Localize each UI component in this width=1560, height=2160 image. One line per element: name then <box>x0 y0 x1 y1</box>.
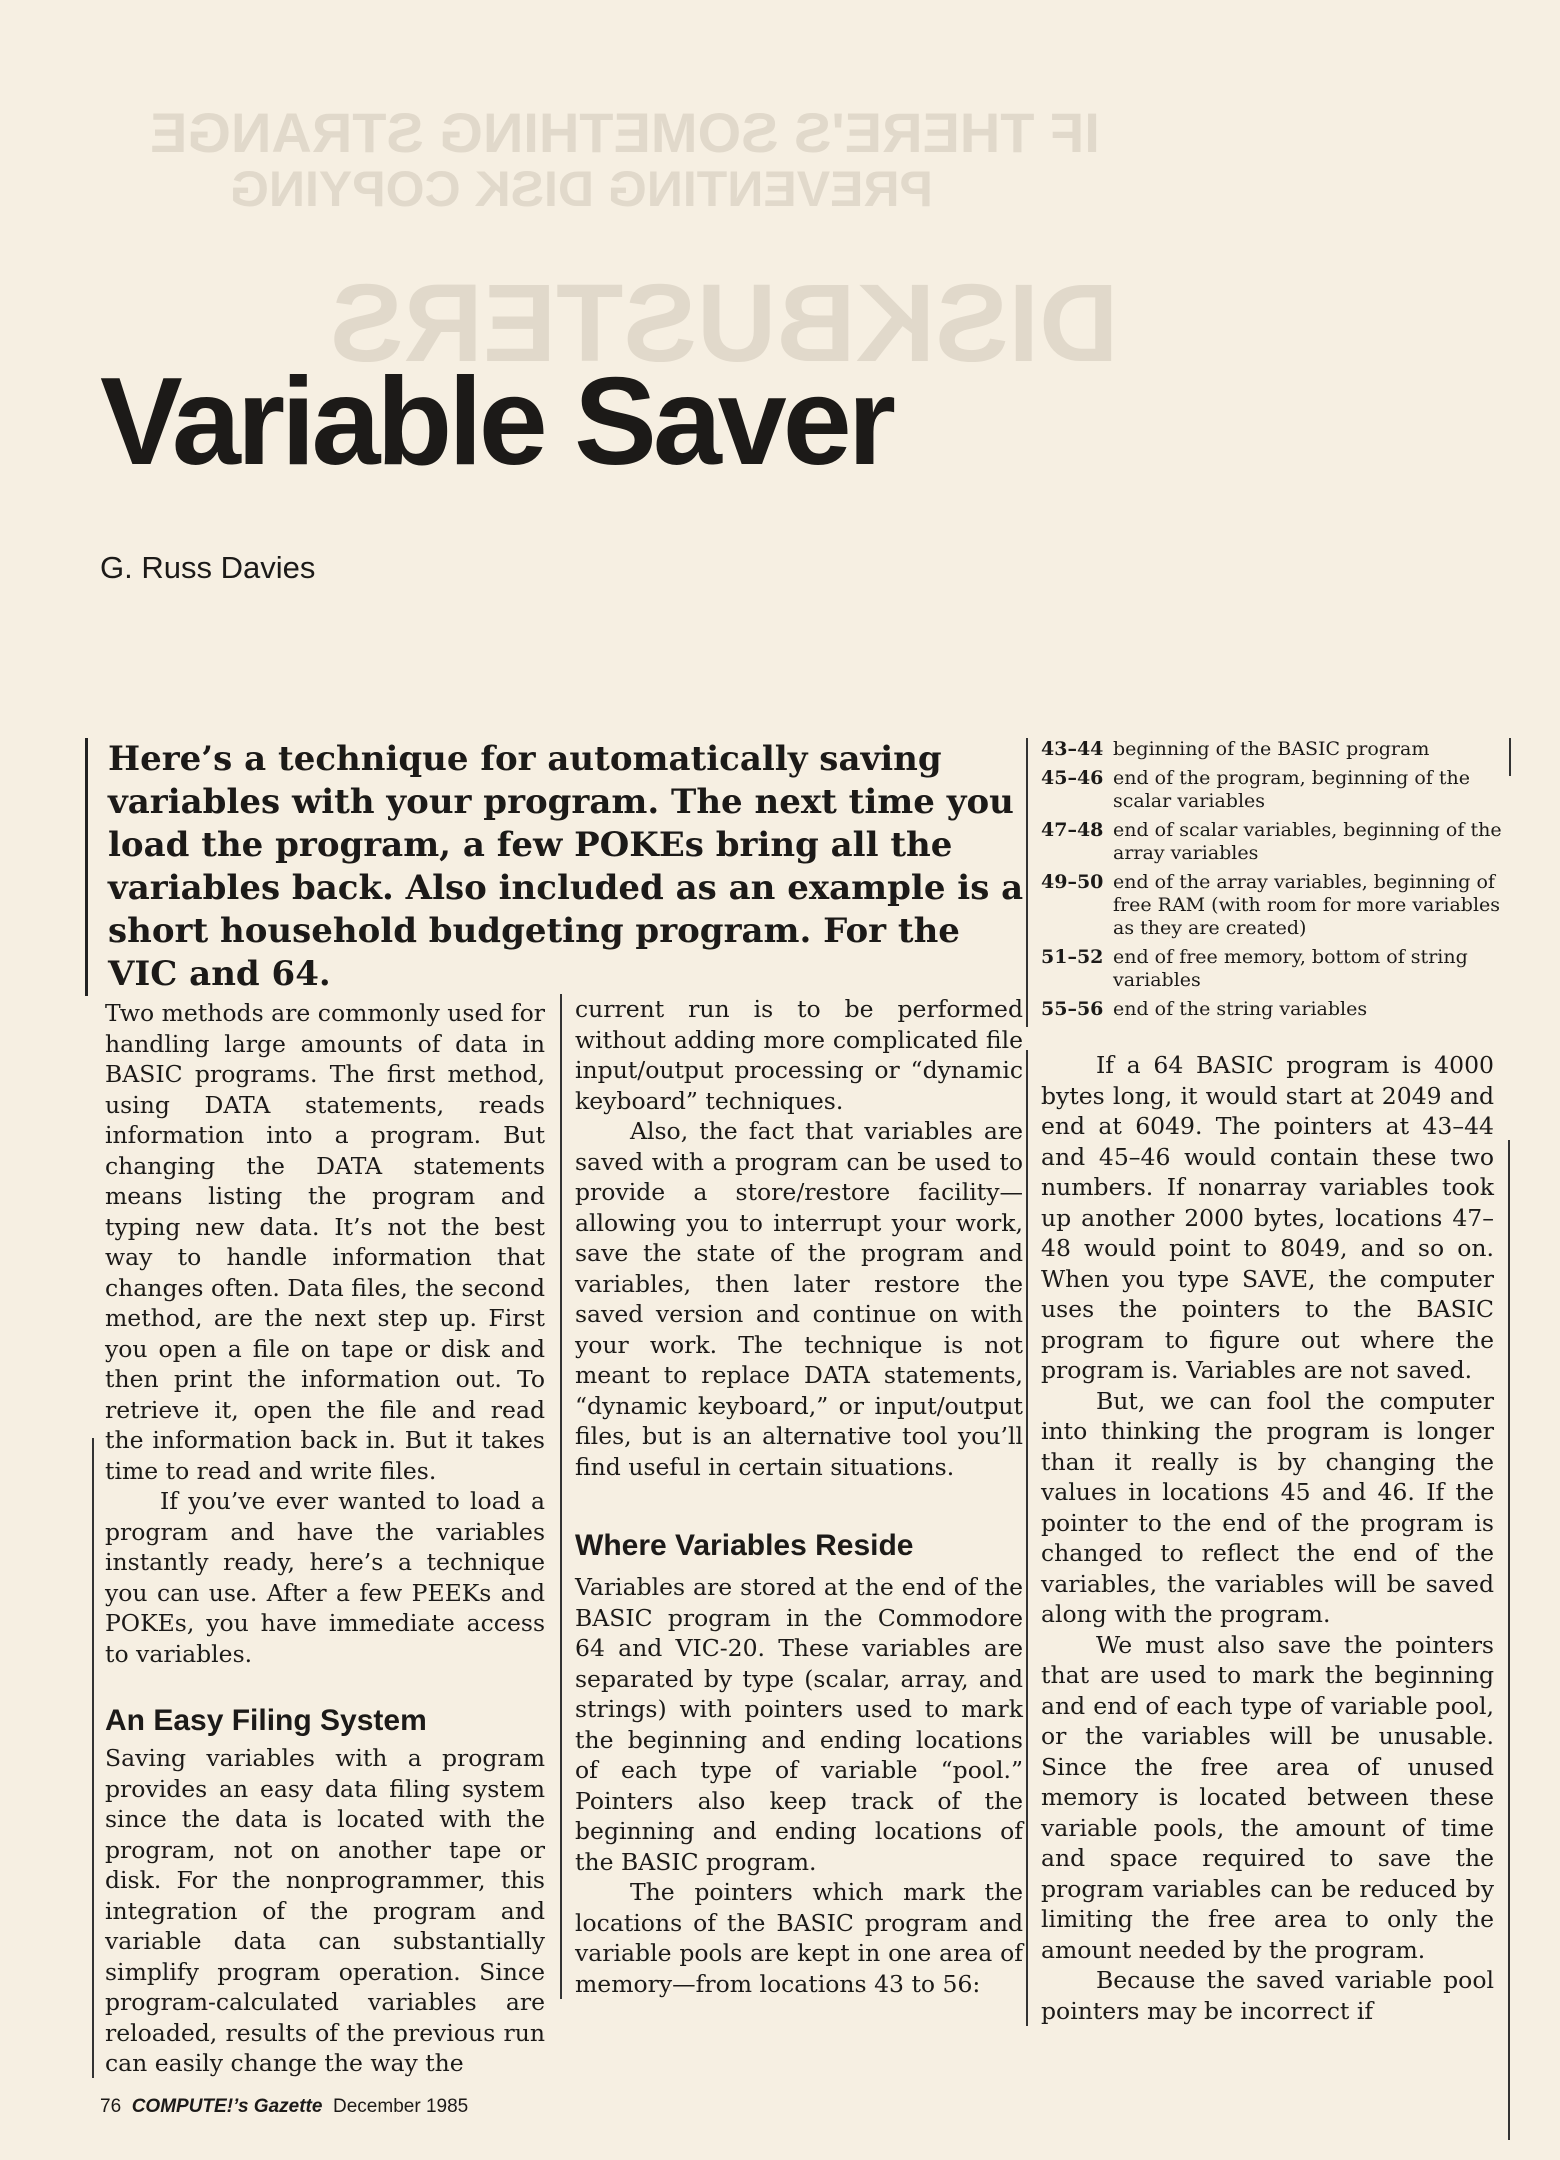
paragraph: Two methods are commonly used for handling large amounts of data in BASIC programs. The first method, using DATA statements, reads information into a program. But changing the DATA statements means listing the program and typing new data. It’s not the best way to handle information that changes often. Data files, the second method, are the next step up. First you open a file on tape or disk and then print the information out. To retrieve it, open the file and read the information back in. But it takes time to read and write files. <box>105 999 545 1485</box>
article-title: Variable Saver <box>100 353 892 491</box>
table-row <box>1041 767 1511 813</box>
paragraph: Variables are stored at the end of the BASIC program in the Commodore 64 and VIC-20. These variables are separated by type (scalar, array, and strings) with pointers used to mark the beginning and ending locations of each type of variable “pool.” Pointers also keep track of the beginning and ending locations of the BASIC program. <box>575 1573 1023 1876</box>
table-row <box>1041 738 1511 761</box>
bleed-through-text: PREVENTING DISK COPYING <box>230 161 933 217</box>
paragraph: If you’ve ever wanted to load a program and have the variables instantly ready, here’s a technique you can use. After a few PEEKs and POKEs, you have immediate access to variables. <box>105 1487 545 1668</box>
paragraph: Also, the fact that variables are saved with a program can be used to provide a store/restore facility—allowing you to interrupt your work, save the state of the program and variables, then later restore the saved version and continue on with your work. The technique is not meant to replace DATA statements, “dynamic keyboard,” or input/output files, but is an alternative tool you’ll find useful in certain situations. <box>575 1117 1023 1481</box>
table-description: end of the program, beginning of the scalar variables <box>1113 767 1470 812</box>
table-address: 47–48 <box>1041 819 1104 841</box>
issue-date: December 1985 <box>333 2096 469 2117</box>
paragraph: But, we can fool the computer into thinking the program is longer than it really is by changing the values in locations 45 and 46. If the pointer to the end of the program is changed to reflect the end of the variables, the variables will be saved along with the program. <box>1041 1386 1494 1628</box>
table-row <box>1041 871 1511 940</box>
table-address: 55–56 <box>1041 998 1104 1020</box>
publication-name: COMPUTE!’s Gazette <box>131 2096 323 2117</box>
table-address: 49–50 <box>1041 871 1104 893</box>
column-1 <box>105 998 545 2079</box>
paragraph: If a 64 BASIC program is 4000 bytes long, it would start at 2049 and end at 6049. The pointers at 43–44 and 45–46 would contain these two numbers. If nonarray variables took up another 2000 bytes, locations 47–48 would point to 8049, and so on. When you type SAVE, the computer uses the pointers to the BASIC program to figure out where the program is. Variables are not saved. <box>1041 1051 1494 1384</box>
paragraph: We must also save the pointers that are used to mark the beginning and end of each type of variable pool, or the variables will be unusable. Since the free area of unused memory is located between these variable pools, the amount of time and space required to save the program variables can be reduced by limiting the free area to only the amount needed by the program. <box>1041 1630 1494 1964</box>
pointer-table <box>1026 738 1511 1027</box>
table-description: end of the string variables <box>1113 998 1368 1020</box>
author-byline: G. Russ Davies <box>100 550 316 585</box>
table-row <box>1041 946 1511 992</box>
intro-blurb: Here’s a technique for automatically saving variables with your program. The next time you load the program, a few POKEs bring all the variables back. Also included as an example is a short household budgeting program. For the VIC and 64. <box>85 738 1028 996</box>
page-number: 76 <box>100 2096 122 2117</box>
table-row <box>1041 998 1511 1021</box>
paragraph: current run is to be performed without adding more complicated file input/output processing or “dynamic keyboard” techniques. <box>575 995 1023 1115</box>
paragraph: The pointers which mark the locations of the BASIC program and variable pools are kept in one area of memory—from locations 43 to 56: <box>575 1878 1023 1998</box>
section-heading: Where Variables Reside <box>575 1529 914 1562</box>
page-footer <box>100 2096 468 2118</box>
paragraph: Saving variables with a program provides an easy data filing system since the data is located with the program, not on another tape or disk. For the nonprogrammer, this integration of the program and variable data can substantially simplify program operation. Since program-calculated variables are reloaded, results of the previous run can easily change the way the <box>105 1744 545 2077</box>
bleed-through-text: DISKBUSTERS <box>330 262 1119 385</box>
table-address: 43–44 <box>1041 738 1104 760</box>
table-address: 51–52 <box>1041 946 1104 968</box>
column-3 <box>1026 1050 1494 2026</box>
table-row <box>1041 819 1511 865</box>
table-description: end of free memory, bottom of string variables <box>1113 946 1468 991</box>
table-description: end of scalar variables, beginning of the array variables <box>1113 819 1502 864</box>
bleed-through-text: IF THERE'S SOMETHING STRANGE <box>150 101 1100 164</box>
table-address: 45–46 <box>1041 767 1104 789</box>
section-heading: An Easy Filing System <box>105 1704 427 1737</box>
paragraph: Because the saved variable pool pointers may be incorrect if <box>1041 1966 1494 2025</box>
table-description: beginning of the BASIC program <box>1113 738 1430 760</box>
column-2 <box>560 994 1023 1999</box>
table-description: end of the array variables, beginning of free RAM (with room for more variables as they are created) <box>1113 871 1501 939</box>
